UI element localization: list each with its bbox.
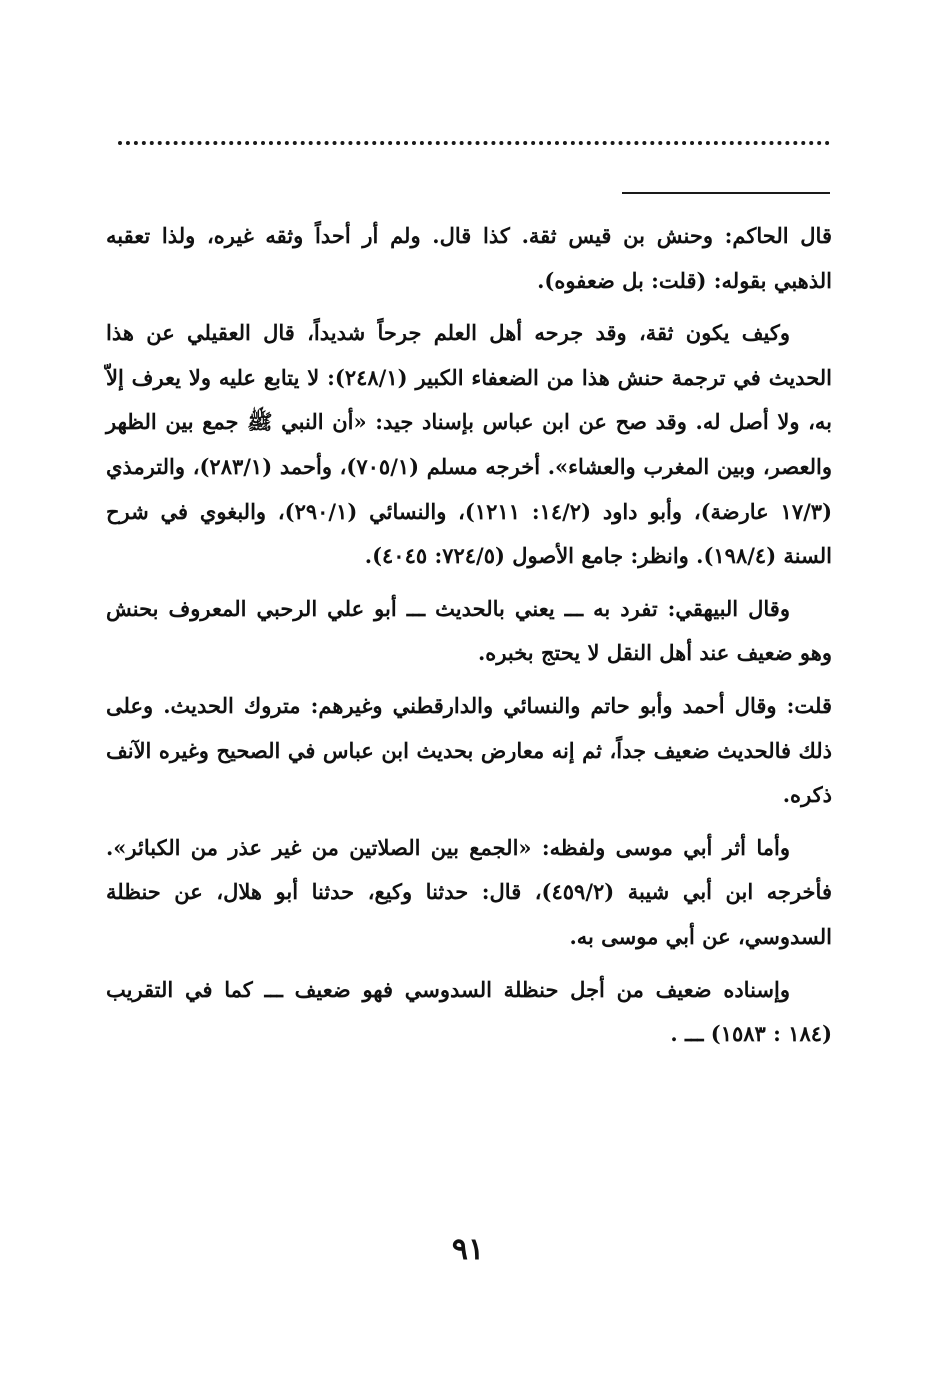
paragraph-abu-musa: وأما أثر أبي موسى ولفظه: «الجمع بين الصلاتين من غير عذر من الكبائر». فأخرجه ابن أبي شيبة (٤٥٩/٢)، قال: حدثنا وكيع، حدثنا أبو هلال، عن حنظلة السدوسي، عن أبي موسى به.	[106, 834, 832, 949]
paragraph-uqayli: وكيف يكون ثقة، وقد جرحه أهل العلم جرحاً شديداً، قال العقيلي عن هذا الحديث في ترجمة حنش هذا من الضعفاء الكبير (٢٤٨/١): لا يتابع عليه ولا يعرف إلاّ به، ولا أصل له. وقد صح عن ابن عباس بإسناد جيد: «أن النبي ﷺ جمع بين الظهر والعصر، وبين المغرب والعشاء». أخرجه مسلم (٧٠٥/١)، وأحمد (٢٨٣/١)، والترمذي (١٧/٣ عارضة)، وأبو داود (١٤/٢: ١٢١١)، والنسائي (٢٩٠/١)، والبغوي في شرح السنة (١٩٨/٤). وانظر: جامع الأصول (٧٢٤/٥: ٤٠٤٥).	[106, 320, 832, 569]
paragraph-isnad: وإسناده ضعيف من أجل حنظلة السدوسي فهو ضعيف ـــ كما في التقريب (١٨٤ : ١٥٨٣) ـــ .	[106, 976, 832, 1047]
paragraph-hakim: قال الحاكم: وحنش بن قيس ثقة. كذا قال. ولم أر أحداً وثقه غيره، ولذا تعقبه الذهبي بقوله: (قلت: بل ضعفوه).	[106, 223, 832, 293]
page-number: ٩١	[451, 1232, 485, 1267]
paragraph-qultu: قلت: وقال أحمد وأبو حاتم والنسائي والدارقطني وغيرهم: متروك الحديث. وعلى ذلك فالحديث ضعيف جداً، ثم إنه معارض بحديث ابن عباس في الصحيح وغيره الآنف ذكره.	[106, 692, 832, 808]
paragraph-bayhaqi: وقال البيهقي: تفرد به ـــ يعني بالحديث ـــ أبو علي الرحبي المعروف بحنش وهو ضعيف عند أهل النقل لا يحتج بخبره.	[106, 595, 832, 666]
footnote-rule	[622, 192, 830, 194]
footnote-dotted-separator	[118, 141, 830, 145]
footnote-text-block	[106, 214, 832, 1065]
